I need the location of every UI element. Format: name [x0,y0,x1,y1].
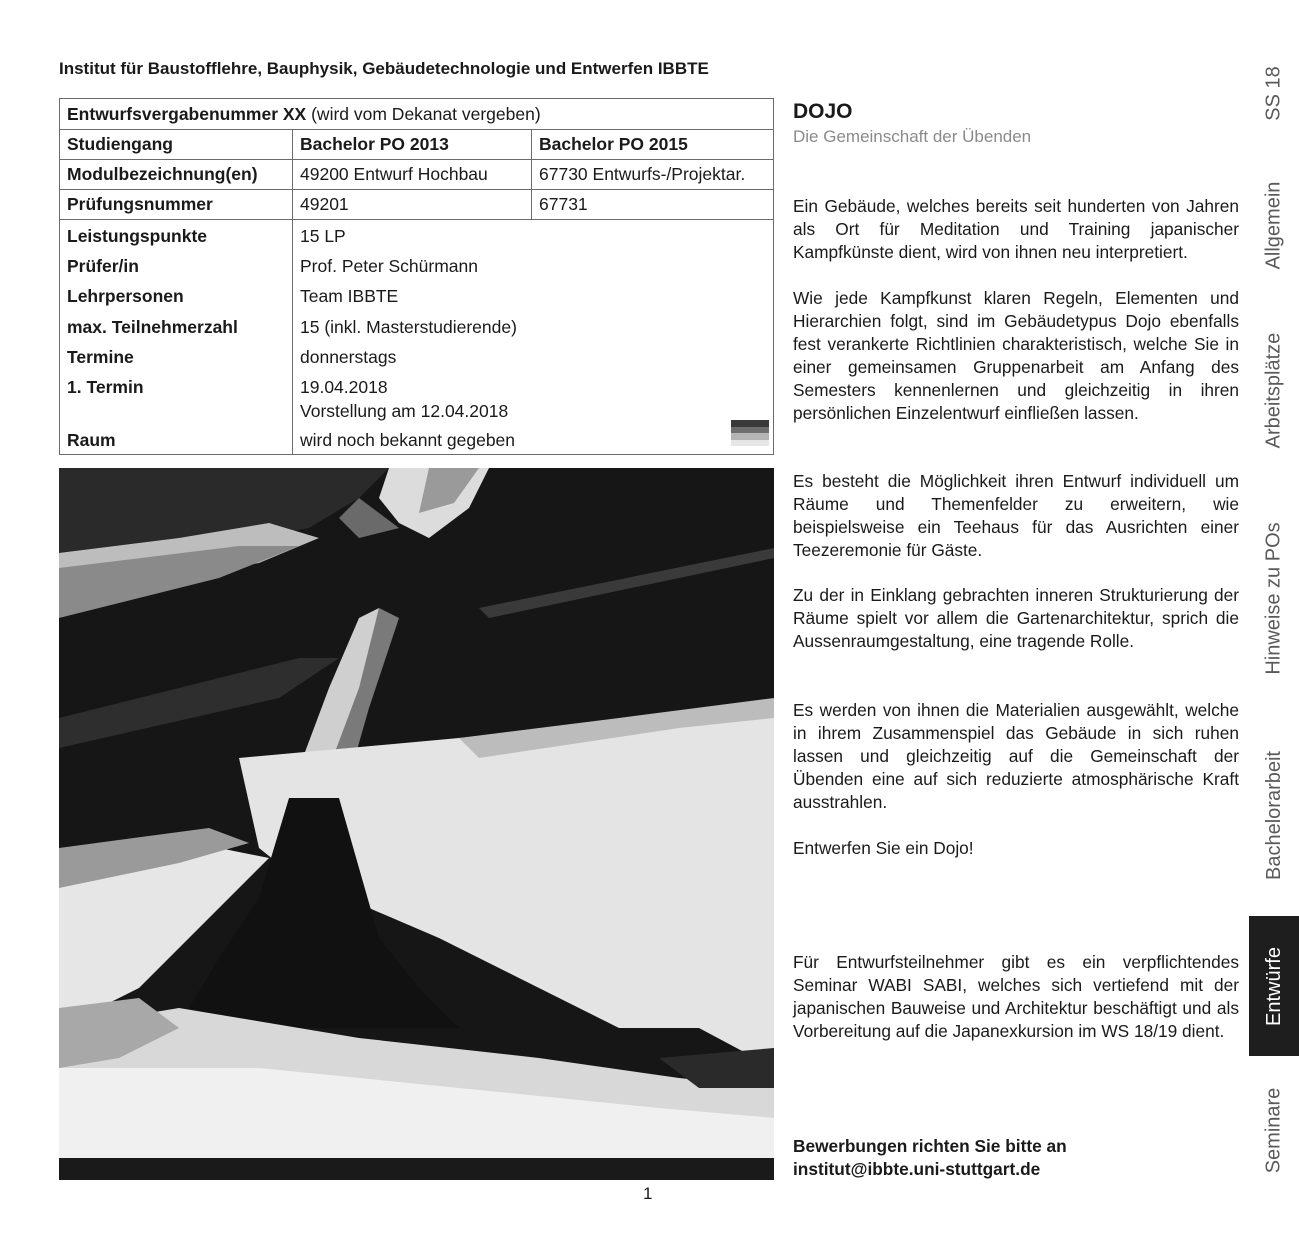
contact-email[interactable]: institut@ibbte.uni-stuttgart.de [793,1159,1041,1179]
termin1-value [293,372,773,424]
paragraph-3: Es besteht die Möglichkeit ihren Entwurf individuell um Räume und Themenfelder zu erweitern, wie beispielsweise ein Teehaus für das Ausrichten einer Teezeremonie für Gäste. [793,471,1239,560]
vergabe-label: Entwurfsvergabenummer XX [67,103,307,124]
row-vergabe [60,99,773,129]
tab-entwuerfe[interactable] [1249,916,1299,1056]
tab-label: Entwürfe [1262,946,1285,1026]
pruefung-label: Prüfungsnummer [67,194,213,214]
raum-label: Raum [67,429,116,450]
studiengang-label: Studiengang [67,134,173,154]
studiengang-po2015: Bachelor PO 2015 [539,134,688,154]
leistungspunkte-label: Leistungspunkte [67,225,208,246]
lehrpersonen-label: Lehrpersonen [67,285,184,306]
termine-value: donnerstags [300,346,397,367]
leistungspunkte-value: 15 LP [300,225,346,246]
tab-label: Seminare [1262,1087,1285,1173]
tab-arbeitsplaetze[interactable] [1249,315,1299,465]
teilnehmer-value: 15 (inkl. Masterstudierende) [300,316,517,337]
contact-line: Bewerbungen richten Sie bitte an [793,1136,1067,1156]
teilnehmer-label: max. Teilnehmerzahl [67,316,238,337]
paragraph-2: Wie jede Kampfkunst klaren Regeln, Elementen und Hierarchien folgt, sind im Gebäudetypus Dojo ebenfalls fest verankerte Richtlinien charakteristisch, welche Sie in einer gemeinsamen Gruppenarbeit am Anfang des Semesters kennenlernen und gleichzeitig in ihren persönlichen Einzelentwurf einfließen lassen. [793,288,1239,423]
tab-label: Arbeitsplätze [1262,332,1285,448]
row-pruefung [60,190,773,219]
posterized-photo [59,468,774,1180]
page-number: 1 [643,1184,653,1203]
lehrpersonen-value: Team IBBTE [300,285,399,306]
project-subtitle: Die Gemeinschaft der Übenden [793,127,1032,146]
pruefer-value: Prof. Peter Schürmann [300,255,478,276]
row-leistungspunkte [60,221,773,251]
tab-label: Hinweise zu POs [1262,521,1285,675]
row-termine [60,342,773,372]
row-raum [60,425,773,455]
institute-header: Institut für Baustofflehre, Bauphysik, Gebäudetechnologie und Entwerfen IBBTE [59,59,709,78]
tab-allgemein[interactable] [1249,165,1299,285]
grayscale-swatch [731,420,769,446]
tab-label: SS 18 [1262,65,1285,121]
raum-value: wird noch bekannt gegeben [300,429,516,450]
vergabe-note: (wird vom Dekanat vergeben) [311,103,541,124]
termin1-label: 1. Termin [67,377,144,397]
termine-label: Termine [67,346,134,367]
project-title: DOJO [793,100,853,123]
tab-hinweise-pos[interactable] [1249,498,1299,698]
paragraph-5: Es werden von ihnen die Materialien ausgewählt, welche in ihrem Zusammenspiel das Gebäude in sich ruhen lassen und gleichzeitig auf die Gemeinschaft der Übenden eine auf sich reduzierte atmosphärische Kraft ausstrahlen. [793,700,1239,812]
modul-label: Modulbezeichnung(en) [67,164,258,184]
row-pruefer [60,251,773,281]
studiengang-po2013: Bachelor PO 2013 [300,134,449,154]
modul-po2013: 49200 Entwurf Hochbau [300,164,488,184]
pruefung-po2015: 67731 [539,194,588,214]
contact-block [793,1135,1067,1181]
tab-ss18[interactable] [1249,52,1299,134]
paragraph-1: Ein Gebäude, welches bereits seit hunderten von Jahren als Ort für Meditation und Training japanischer Kampfkünste dient, wird von ihnen neu interpretiert. [793,196,1239,262]
row-lehrpersonen [60,281,773,311]
row-studiengang [60,130,773,159]
info-table [59,98,774,455]
pruefer-label: Prüfer/in [67,255,139,276]
termin1-date: 19.04.2018 [300,377,388,397]
row-teilnehmer [60,312,773,342]
paragraph-4: Zu der in Einklang gebrachten inneren Strukturierung der Räume spielt vor allem die Gartenarchitektur, sprich die Aussenraumgestaltung, eine tragende Rolle. [793,585,1239,651]
sidebar-nav [1249,0,1299,1240]
pruefung-po2013: 49201 [300,194,349,214]
modul-po2015: 67730 Entwurfs-/Projektar. [539,164,746,184]
tab-label: Bachelorarbeit [1262,750,1285,880]
paragraph-7: Für Entwurfsteilnehmer gibt es ein verpflichtendes Seminar WABI SABI, welches sich vertiefend mit der japanischen Bauweise und Architektur beschäftigt und als Vorbereitung auf die Japanexkursion im WS 18/19 dient. [793,952,1239,1041]
paragraph-6: Entwerfen Sie ein Dojo! [793,838,974,858]
row-termin1 [60,372,773,424]
tab-label: Allgemein [1262,181,1285,269]
tab-bachelorarbeit[interactable] [1249,730,1299,900]
tab-seminare[interactable] [1249,1072,1299,1188]
row-modul [60,160,773,189]
termin1-presentation: Vorstellung am 12.04.2018 [300,401,509,421]
